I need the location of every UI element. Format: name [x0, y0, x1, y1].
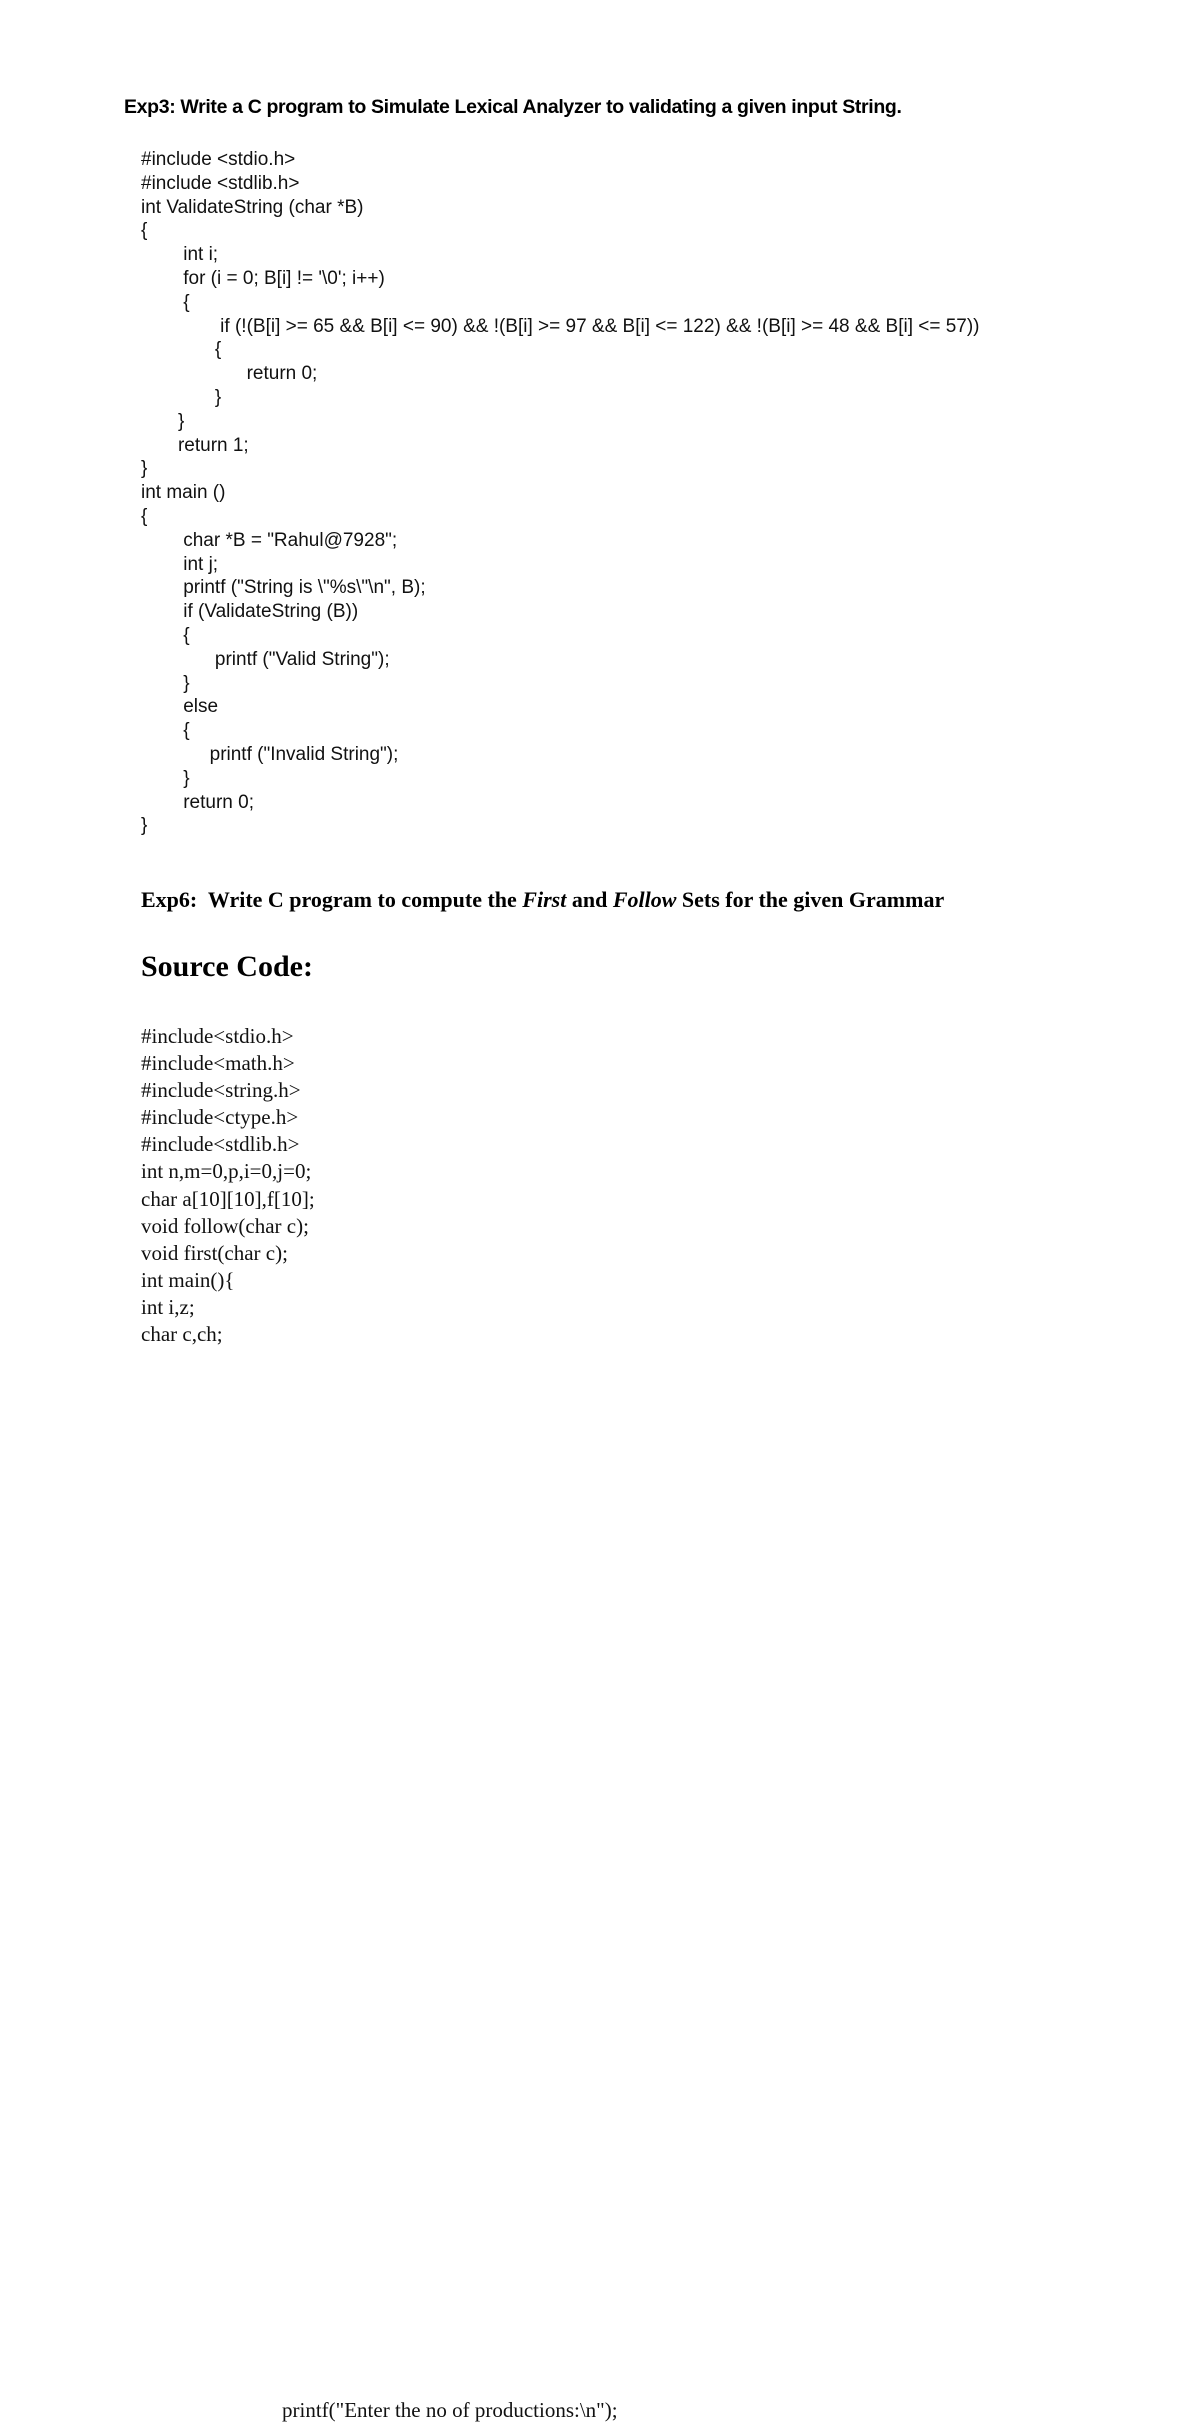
code-line: void follow(char c);	[141, 1213, 309, 1238]
code-line: if (!(B[i] >= 65 && B[i] <= 90) && !(B[i] >= 97 && B[i] <= 122) && !(B[i] >= 48 && B[i] <= 57))	[141, 315, 980, 337]
code-line: {	[141, 624, 190, 646]
exp3-title: Exp3: Write a C program to Simulate Lexical Analyzer to validating a given input String.	[124, 96, 902, 118]
code-line: char *B = "Rahul@7928";	[141, 529, 398, 551]
code-line: return 0;	[141, 363, 318, 385]
code-line: #include<stdio.h>	[141, 1024, 294, 1048]
code-line: printf ("Invalid String");	[141, 743, 399, 765]
code-line: int i,z;	[141, 1294, 195, 1319]
code-line: return 1;	[141, 434, 249, 456]
code-line: #include<math.h>	[141, 1051, 295, 1076]
code-line: {	[141, 291, 190, 313]
code-line: }	[141, 767, 190, 789]
code-line: }	[141, 386, 222, 408]
exp6-title	[141, 887, 944, 913]
code-line: #include<string.h>	[141, 1078, 301, 1103]
code-line: char c,ch;	[141, 1322, 223, 1347]
code-line: {	[141, 339, 222, 361]
code-line: }	[141, 410, 185, 432]
code-line: }	[141, 815, 148, 837]
exp6-title-follow: Follow	[612, 887, 677, 912]
code-line: int i;	[141, 244, 219, 266]
exp6-title-first: First	[522, 887, 567, 912]
code-line: {	[141, 720, 190, 742]
code-line: printf ("Valid String");	[141, 648, 390, 670]
exp6-title-suffix: Sets for the given Grammar	[676, 887, 945, 912]
code-line: int ValidateString (char *B)	[141, 196, 364, 218]
code-line: void first(char c);	[141, 1240, 288, 1265]
code-line: int main ()	[141, 482, 226, 504]
code-line: {	[141, 505, 148, 527]
code-line: int n,m=0,p,i=0,j=0;	[141, 1159, 312, 1184]
code-line: char a[10][10],f[10];	[141, 1186, 315, 1211]
code-line: int main(){	[141, 1267, 235, 1292]
code-line: return 0;	[141, 791, 254, 813]
code-line: #include<stdlib.h>	[141, 1132, 300, 1157]
source-code-printf-line: printf("Enter the no of productions:\n");	[282, 2398, 618, 2422]
code-line: if (ValidateString (B))	[141, 601, 359, 623]
code-line: }	[141, 458, 148, 480]
exp6-title-prefix: Exp6: Write C program to compute the	[141, 887, 523, 912]
exp6-title-and: and	[566, 887, 613, 912]
code-line: for (i = 0; B[i] != '\0'; i++)	[141, 267, 385, 289]
code-line: }	[141, 672, 190, 694]
code-line: #include <stdlib.h>	[141, 172, 300, 194]
source-code-block	[141, 1023, 315, 1348]
code-line: #include <stdio.h>	[141, 149, 296, 170]
source-code-heading: Source Code:	[141, 950, 313, 983]
exp3-code-block	[141, 148, 980, 838]
code-line: #include<ctype.h>	[141, 1105, 299, 1130]
code-line: {	[141, 220, 148, 242]
code-line: int j;	[141, 553, 219, 575]
code-line: else	[141, 696, 219, 718]
code-line: printf ("String is \"%s\"\n", B);	[141, 577, 426, 599]
